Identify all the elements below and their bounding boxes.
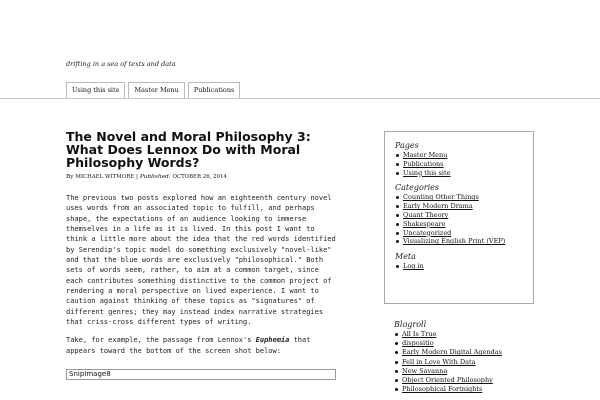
top-nav — [66, 82, 243, 98]
category-item[interactable]: Visualizing English Print (VEP) — [395, 237, 525, 246]
categories-widget-title: Categories — [395, 183, 439, 193]
blogroll-widget — [394, 320, 544, 400]
tab-master-menu[interactable]: Master Menu — [128, 82, 184, 98]
post-paragraph-1: The previous two posts explored how an eighteenth century novel uses words from an associated topic to fulfill, and perhaps shape, the expectations of an audience looking to immerse themselves in a life as it is lived. In this post I want to think a little more about the idea that the red words identified by Serendip's topic model do something exclusively "novel-like" and that the blue words are exclusively "philosophical." Both sets of words seem, rather, to aim at a common target, since each contributes something distinctive to the common project of rendering a moral perspective on lived experience. I want to caution against thinking of these topics as "signatures" of different genres; they may instead index narrative strategies that criss-cross different types of writing. — [66, 194, 336, 327]
paragraph-2-text-after: that appears toward the bottom of the screen shot below: — [66, 336, 311, 355]
meta-item-log-in[interactable]: Log in — [395, 262, 525, 271]
blogroll-widget-title: Blogroll — [394, 320, 427, 329]
category-item[interactable]: Counting Other Things — [395, 193, 525, 202]
pages-item-using-this-site[interactable]: Using this site — [395, 169, 525, 178]
blogroll-item[interactable]: Early Modern Digital Agendas — [394, 348, 544, 357]
byline-by: By — [66, 174, 74, 180]
meta-list — [395, 262, 525, 271]
snip-image-placeholder[interactable]: SnipImage8 — [66, 369, 336, 380]
post-author[interactable]: MICHAEL WITMORE — [75, 174, 135, 180]
blogroll-item[interactable]: All Is True — [394, 330, 544, 339]
post-paragraph-2 — [66, 335, 336, 356]
paragraph-2-text-before: Take, for example, the passage from Lennox's — [66, 336, 256, 345]
category-item[interactable]: Early Modern Drama — [395, 202, 525, 211]
blogroll-item[interactable]: New Savanna — [394, 367, 544, 376]
blogroll-item[interactable]: Philosophical Fortnights — [394, 385, 544, 394]
published-label: Published: — [139, 174, 171, 180]
pages-list — [395, 151, 525, 177]
categories-list — [395, 193, 525, 246]
post-title[interactable]: The Novel and Moral Philosophy 3: What Does Lennox Do with Moral Philosophy Words? — [66, 129, 311, 170]
post-date: OCTOBER 26, 2014 — [172, 174, 227, 180]
category-item[interactable]: Shakespeare — [395, 220, 525, 229]
blogroll-item[interactable]: Object Oriented Philosophy — [394, 376, 544, 385]
sidebar-widgets — [384, 131, 534, 304]
pages-item-publications[interactable]: Publications — [395, 160, 525, 169]
blogroll-item[interactable]: dispositio — [394, 339, 544, 348]
pages-item-master-menu[interactable]: Master Menu — [395, 151, 525, 160]
pages-widget-title: Pages — [395, 141, 419, 150]
site-tagline: drifting in a sea of texts and data — [66, 60, 176, 68]
post-content — [66, 130, 336, 356]
blogroll-item[interactable]: Fell in Love With Data — [394, 358, 544, 367]
category-item[interactable]: Quant Theory — [395, 211, 525, 220]
meta-widget-title: Meta — [395, 252, 416, 262]
category-item[interactable]: Uncategorized — [395, 229, 525, 238]
tab-publications[interactable]: Publications — [188, 82, 241, 98]
post-byline — [66, 174, 336, 180]
byline-separator: | — [136, 174, 138, 180]
nav-divider — [0, 98, 600, 99]
tab-using-this-site[interactable]: Using this site — [66, 82, 125, 98]
euphemia-title: Euphemia — [255, 336, 290, 345]
blogroll-list — [394, 330, 544, 394]
